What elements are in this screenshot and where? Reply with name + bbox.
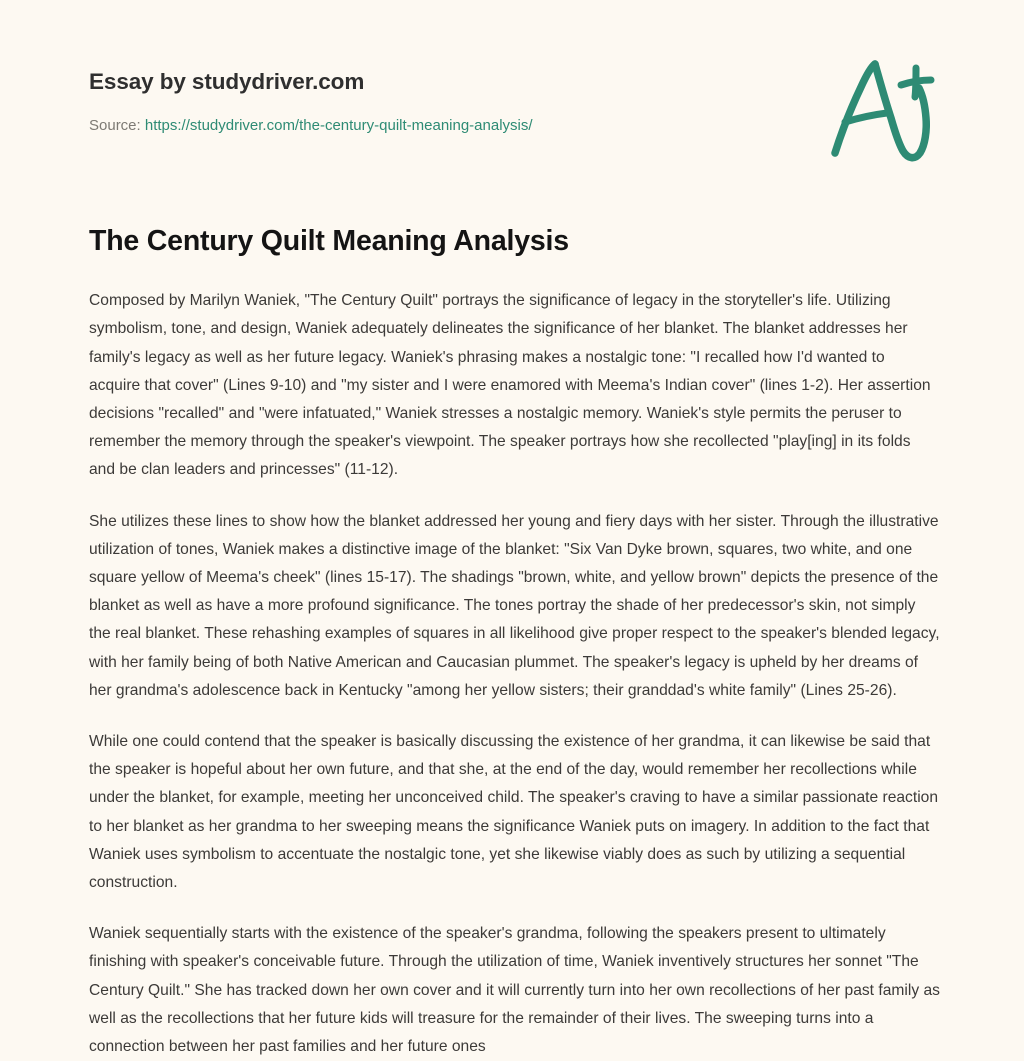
article-paragraph: She utilizes these lines to show how the blanket addressed her young and fiery days with her sister. Through the illustrative utilization of tones, Waniek makes a distinctive image of the blanket: "Six Van Dyke brown, squares, two white, and one square yellow of Meema's cheek" (lines 15-17). The shadings "brown, white, and yellow brown" depicts the presence of the blanket as well as have a more profound significance. The tones portray the shade of her predecessor's skin, not simply the real blanket. These rehashing examples of squares in all likelihood give proper respect to the speaker's blended legacy, with her family being of both Native American and Caucasian plummet. The speaker's legacy is upheld by her dreams of her grandma's adolescence back in Kentucky "among her yellow sisters; their granddad's white family" (Lines 25-26). <box>89 512 940 699</box>
source-line <box>89 116 935 136</box>
article-paragraph: Waniek sequentially starts with the existence of the speaker's grandma, following the speakers present to ultimately finishing with speaker's conceivable future. Through the utilization of time, Waniek inventively structures her sonnet "The Century Quilt." She has tracked down her own cover and it will currently turn into her own recollections of her past family as well as the recollections that her future kids will treasure for the remainder of their lives. The sweeping turns into a connection between her past families and her future ones <box>89 925 940 1055</box>
source-url-link[interactable]: https://studydriver.com/the-century-quilt-meaning-analysis/ <box>144 117 533 134</box>
source-label: Source: <box>89 117 141 134</box>
a-plus-logo-icon <box>821 52 941 167</box>
article-body <box>89 259 940 1061</box>
page-title: The Century Quilt Meaning Analysis <box>89 224 569 257</box>
article-paragraph: While one could contend that the speaker is basically discussing the existence of her grandma, it can likewise be said that the speaker is hopeful about her own future, and that she, at the end of the day, would remember her recollections while under the blanket, for example, meeting her unconceived child. The speaker's craving to have a similar passionate reaction to her blanket as her grandma to her sweeping means the significance Waniek puts on imagery. In addition to the fact that Waniek uses symbolism to accentuate the nostalgic tone, yet she likewise viably does as such by utilizing a sequential construction. <box>89 732 939 891</box>
page-header <box>89 0 935 136</box>
brand-title: Essay by studydriver.com <box>89 69 365 94</box>
article-paragraph: Composed by Marilyn Waniek, "The Century Quilt" portrays the significance of legacy in the storyteller's life. Utilizing symbolism, tone, and design, Waniek adequately delineates the significance of her blanket. The blanket addresses her family's legacy as well as her future legacy. Waniek's phrasing makes a nostalgic tone: "I recalled how I'd wanted to acquire that cover" (Lines 9-10) and "my sister and I were enamored with Meema's Indian cover" (lines 1-2). Her assertion decisions "recalled" and "were infatuated," Waniek stresses a nostalgic memory. Waniek's style permits the peruser to remember the memory through the speaker's viewpoint. The speaker portrays how she recollected "play[ing] in its folds and be clan leaders and princesses" (11-12). <box>89 292 931 479</box>
